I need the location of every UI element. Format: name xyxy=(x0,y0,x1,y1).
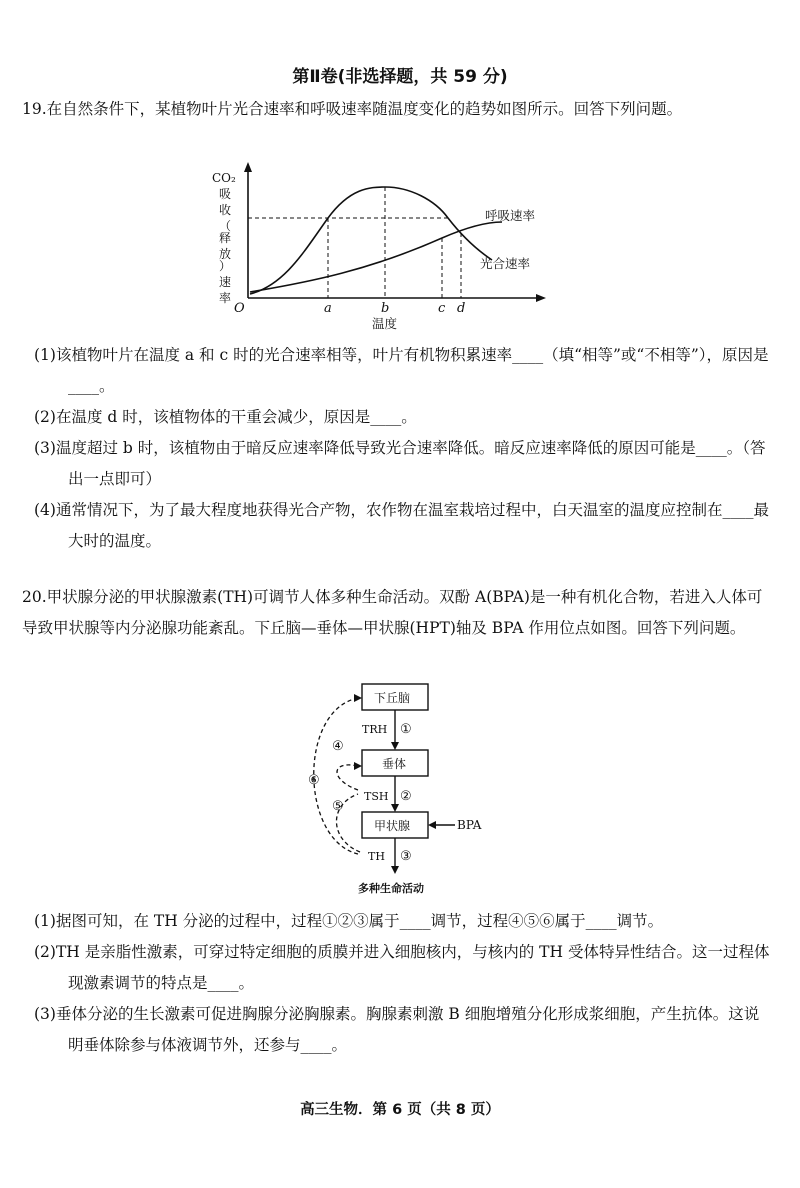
process-2: ② xyxy=(400,789,412,804)
y-label-char: 吸 xyxy=(219,187,232,201)
y-label-char: 速 xyxy=(219,275,232,289)
q20-stem: 20.甲状腺分泌的甲状腺激素(TH)可调节人体多种生命活动。双酚 A(BPA)是一种有机化合物，若进入人体可导致甲状腺等内分泌腺功能紊乱。下丘脑—垂体—甲状腺(HPT)轴及 BPA 作用位点如图。回答下列问题。 xyxy=(22,588,763,637)
respiration-curve xyxy=(250,222,502,292)
process-3: ③ xyxy=(400,849,412,864)
respiration-label: 呼吸速率 xyxy=(485,208,536,223)
hypothalamus-label: 下丘脑 xyxy=(374,691,411,705)
bottom-label: 多种生命活动 xyxy=(358,882,424,895)
tick-a: a xyxy=(324,301,332,316)
trh-label: TRH xyxy=(362,723,388,736)
process-4: ④ xyxy=(332,739,344,754)
origin-label: O xyxy=(234,301,245,316)
q19-subquestions xyxy=(34,340,774,557)
y-label-co2: CO₂ xyxy=(212,171,236,185)
q19-sub-1: (1)该植物叶片在温度 a 和 c 时的光合速率相等，叶片有机物积累速率____（填“相等”或“不相等”），原因是____。 xyxy=(34,346,769,395)
q19-stem: 19.在自然条件下，某植物叶片光合速率和呼吸速率随温度变化的趋势如图所示。回答下列问题。 xyxy=(22,100,683,118)
y-label-char: （ xyxy=(219,219,232,233)
photosynthesis-curve xyxy=(250,187,492,294)
q20-sub-3: (3)垂体分泌的生长激素可促进胸腺分泌胸腺素。胸腺素刺激 B 细胞增殖分化形成浆细胞，产生抗体。这说明垂体除参与体液调节外，还参与____。 xyxy=(34,1005,760,1054)
pituitary-label: 垂体 xyxy=(382,757,407,771)
photosynthesis-label: 光合速率 xyxy=(480,256,531,271)
q20-hpt-diagram xyxy=(290,680,520,898)
page-footer: 高三生物．第 6 页（共 8 页） xyxy=(300,1102,500,1118)
th-label: TH xyxy=(368,850,385,863)
thyroid-label: 甲状腺 xyxy=(374,819,411,833)
q20-sub-1: (1)据图可知，在 TH 分泌的过程中，过程①②③属于____调节，过程④⑤⑥属于____调节。 xyxy=(34,912,664,930)
tick-b: b xyxy=(381,301,390,316)
q19-sub-3: (3)温度超过 b 时，该植物由于暗反应速率降低导致光合速率降低。暗反应速率降低的原因可能是____。（答出一点即可） xyxy=(34,439,766,488)
q19-sub-4: (4)通常情况下，为了最大程度地获得光合产物，农作物在温室栽培过程中，白天温室的温度应控制在____最大时的温度。 xyxy=(34,501,769,550)
q19-chart xyxy=(210,160,570,332)
y-label-char: ） xyxy=(219,259,232,273)
process-1: ① xyxy=(400,722,412,737)
tsh-label: TSH xyxy=(364,790,389,803)
x-axis-label: 温度 xyxy=(372,316,398,331)
tick-c: c xyxy=(438,301,446,316)
q20-sub-2: (2)TH 是亲脂性激素，可穿过特定细胞的质膜并进入细胞核内，与核内的 TH 受体特异性结合。这一过程体现激素调节的特点是____。 xyxy=(34,943,770,992)
q20-subquestions xyxy=(34,906,774,1061)
tick-d: d xyxy=(457,301,466,316)
feedback-arc-6 xyxy=(314,698,358,854)
x-axis-arrow xyxy=(536,294,546,302)
q19-sub-2: (2)在温度 d 时，该植物体的干重会减少，原因是____。 xyxy=(34,408,417,426)
process-5: ⑤ xyxy=(332,799,344,814)
section-title: 第Ⅱ卷(非选择题，共 59 分) xyxy=(292,67,508,87)
bpa-label: BPA xyxy=(457,818,482,832)
process-6: ⑥ xyxy=(308,773,320,788)
y-label-char: 释 xyxy=(219,231,232,245)
y-label-char: 率 xyxy=(219,291,232,305)
y-label-char: 放 xyxy=(219,247,232,261)
y-label-char: 收 xyxy=(219,203,232,217)
y-axis-arrow xyxy=(244,162,252,172)
